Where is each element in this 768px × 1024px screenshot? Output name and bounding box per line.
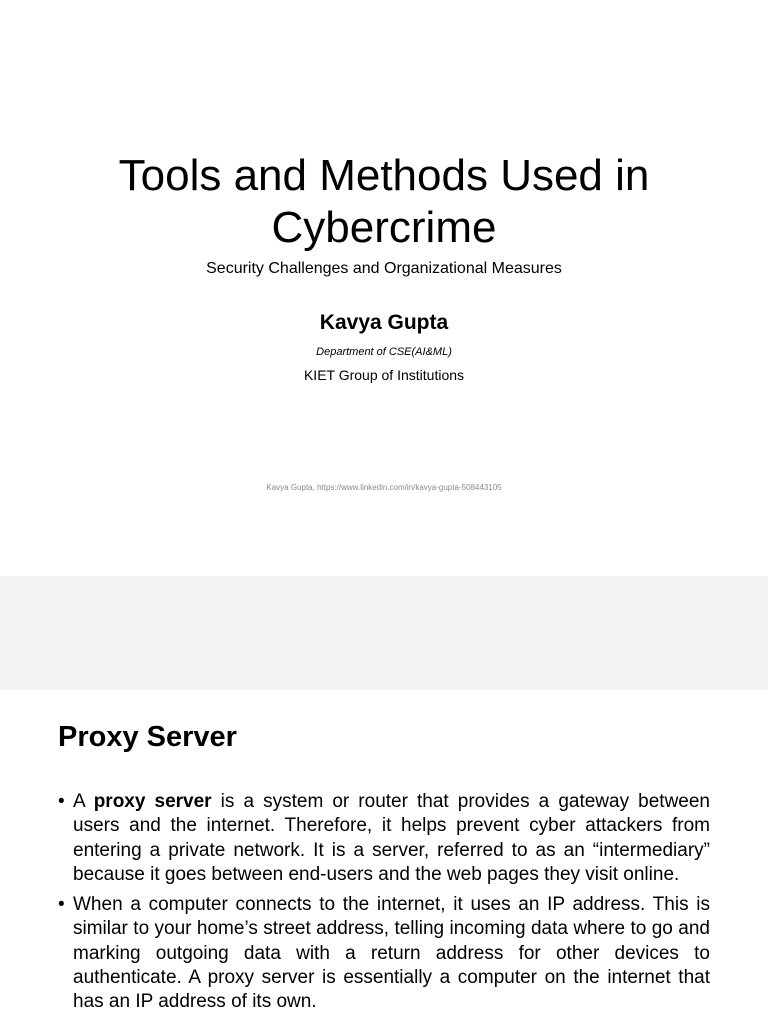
bullet-marker: •: [58, 791, 65, 812]
slide-heading: Proxy Server: [58, 721, 237, 753]
slide-title: Tools and Methods Used in Cybercrime: [118, 151, 650, 252]
bullet-text: When a computer connects to the internet, it uses an IP address. This is similar to your home’s street address, telling incoming data where to go and marking outgoing data with a return address for other devices to authenticate. A proxy server is essentially a computer on the internet that has an IP address of its own.: [73, 894, 710, 1013]
bullet-text: is a system or router that provides a gateway between users and the internet. Therefore, it helps prevent cyber attackers from entering a private network. It is a server, referred to as an “intermediary” because it goes between end-users and the web pages they visit online.: [73, 791, 710, 885]
bullet-marker: •: [58, 894, 65, 916]
department: Department of CSE(AI&ML): [316, 346, 452, 358]
bullet-text-prefix: A: [73, 791, 94, 812]
bullet-item: [58, 790, 710, 887]
bullet-item: [58, 893, 710, 1014]
bullet-list: [58, 790, 710, 1021]
author-name: Kavya Gupta: [319, 311, 449, 334]
credit-footer: Kavya Gupta, https://www.linkedin.com/in/kavya-gupta-508443105: [266, 483, 502, 492]
bullet-bold-term: proxy server: [93, 791, 212, 812]
proxy-server-slide: [0, 690, 768, 1024]
institution: KIET Group of Institutions: [303, 367, 465, 383]
slide-subtitle: Security Challenges and Organizational Measures: [206, 260, 562, 277]
